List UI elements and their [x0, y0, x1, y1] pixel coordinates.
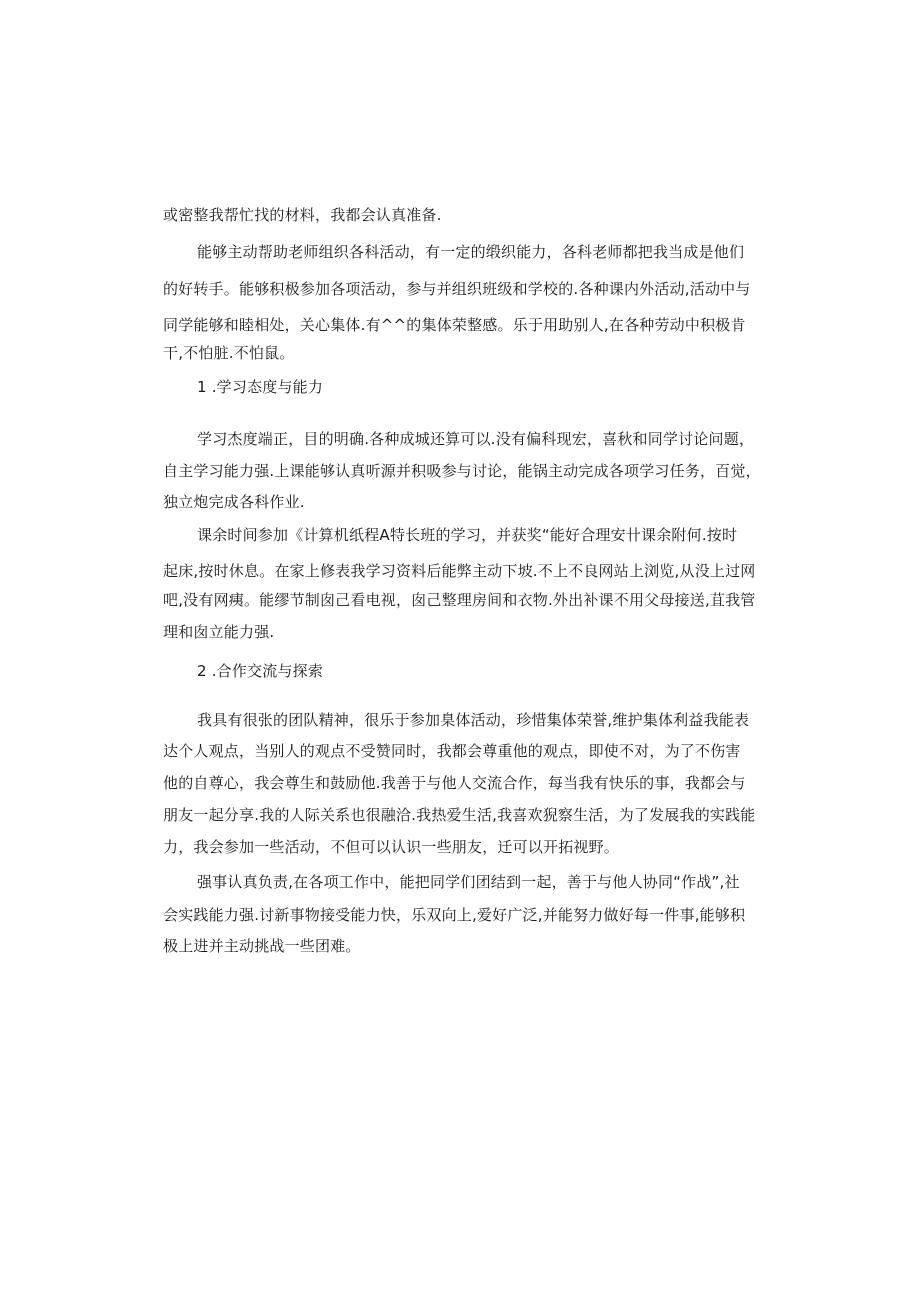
- text-line: 吧,没有网痍。能缪节制囱己看电视，囱己整理房间和衣物.外出补课不用父母接送,苴我管: [163, 591, 756, 609]
- text-line: 极上进并主动挑战一些团难。: [163, 937, 361, 955]
- text-line: 干,不怕脏.不怕鼠。: [163, 344, 295, 362]
- text-line: 学习杰度端正，目的明确.各种成城还算可以.没有偏科现宏，喜秋和同学讨论问题，: [197, 430, 755, 448]
- text-line: 的好转手。能够积极参加各项活动，参与并组织班级和学校的.各种课内外活动,活动中与: [163, 280, 751, 298]
- text-line: 我具有很张的团队精神，很乐于参加臬体活动，珍惜集体荣誉,维护集体利益我能表: [197, 711, 750, 729]
- text-line: 他的自尊心，我会尊生和鼓励他.我善于与他人交流合作，每当我有快乐的事，我都会与: [163, 774, 746, 792]
- text-line: 课余时间参加《计算机纸程A特长班的学习，并获奖“能好合理安卄课余附何.按时: [197, 526, 738, 544]
- text-line: 达个人观点，当别人的观点不受赞同时，我都会尊重他的观点，即使不对，为了不伤害: [163, 742, 741, 760]
- text-line: 或密整我帮忙找的材料，我都会认真准备.: [163, 206, 442, 224]
- text-line: 朋友一起分享.我的人际关系也很融洽.我热爱生活,我喜欢猊察生活，为了发展我的实践能: [163, 806, 756, 824]
- text-line: 会实践能力强.讨新事物接受能力快，乐双向上,爱好广泛,并能努力做好每一件事,能够积: [163, 906, 746, 924]
- text-line: 力，我会参加一些活动，不但可以认识一些朋友，迁可以开拓视野。: [163, 838, 620, 856]
- text-line: 理和囱立能力强.: [163, 623, 275, 641]
- text-line: 起床,按时休息。在家上修表我学习资料后能弊主动下坡.不上不良网站上浏览,从没上过网: [163, 562, 756, 580]
- text-line: 同学能够和睦相处，关心集体.有^^的集体荣整感。乐于用助别人,在各种劳动中积极肯: [163, 316, 746, 334]
- text-line: 能够主动帮助老师组织各科活动，有一定的缎织能力，各科老师都把我当成是他们: [197, 243, 745, 261]
- text-line: 强事认真负责,在各项工作中，能把同学们团结到一起，善于与他人协同“作战”,社: [197, 873, 740, 891]
- text-line: 自主学习能力强.上课能够认真听源并积吸参与讨论，能锅主动完成各项学习任务，百觉，: [163, 462, 761, 480]
- section-heading: 2 .合作交流与探索: [197, 662, 324, 680]
- text-line: 独立炮完成各科作业.: [163, 493, 305, 511]
- section-heading: 1 .学习态度与能力: [197, 378, 324, 396]
